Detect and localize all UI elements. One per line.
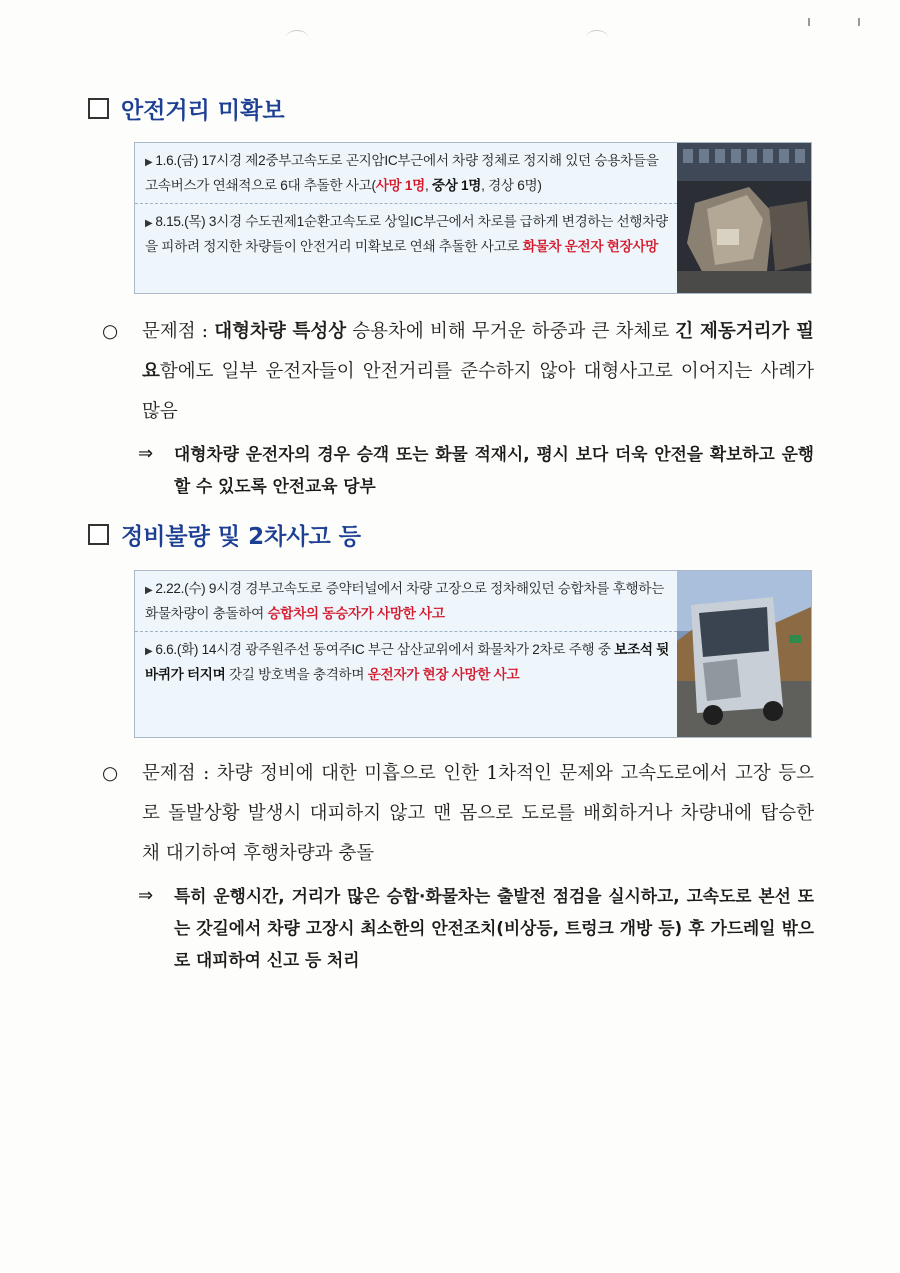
action-recommendation-1 xyxy=(138,438,814,502)
triangle-bullet-icon: ▶ xyxy=(145,157,153,168)
circle-bullet-icon: ○ xyxy=(102,763,119,784)
punch-hole-mark xyxy=(286,30,308,45)
scan-mark xyxy=(858,18,860,26)
case-text: 3시경 수도권제1순환고속도로 상일IC부근에서 차로를 급하게 변경하는 선행차량을 피하려 정지한 차량들이 안전거리 미확보로 연쇄 추돌한 사고로 xyxy=(145,214,668,254)
problem-text: 승용차에 비해 무거운 하중과 큰 차체로 xyxy=(346,321,676,342)
case-date: 6.6.(화) xyxy=(155,642,199,657)
implies-arrow-icon: ⇒ xyxy=(138,885,154,906)
problem-label: 문제점 : xyxy=(142,763,217,784)
case-separator: , xyxy=(424,178,432,193)
circle-bullet-icon: ○ xyxy=(102,321,119,342)
triangle-bullet-icon: ▶ xyxy=(145,646,153,657)
case-text: 9시경 경부고속도로 증약터널에서 차량 고장으로 정차해있던 승합차를 후행하는 화물차량이 충돌하여 xyxy=(145,581,664,621)
problem-label: 문제점 : xyxy=(142,321,215,342)
case-tail: , 경상 6명) xyxy=(481,178,542,193)
problem-body xyxy=(142,312,814,432)
checkbox-icon xyxy=(88,98,109,119)
case-item xyxy=(135,143,677,203)
case-result: 화물차 운전자 현장사망 xyxy=(522,239,659,254)
section-title-safe-distance xyxy=(88,92,285,125)
triangle-bullet-icon: ▶ xyxy=(145,585,153,596)
action-text: 대형차량 운전자의 경우 승객 또는 화물 적재시, 평시 보다 더욱 안전을 확보하고 운행할 수 있도록 안전교육 당부 xyxy=(174,444,814,496)
accident-photo-truck-crash xyxy=(677,143,811,293)
case-box-safe-distance xyxy=(134,142,812,294)
section-title-text: 안전거리 미확보 xyxy=(121,98,285,124)
case-serious-count: 중상 1명 xyxy=(431,178,482,193)
case-box-maintenance xyxy=(134,570,812,738)
case-item xyxy=(135,203,677,264)
punch-hole-mark xyxy=(586,30,608,45)
case-text: 14시경 광주원주선 동여주IC 부근 삼산교위에서 화물차가 2차로 주행 중 xyxy=(198,642,615,657)
case-result: 운전자가 현장 사망한 사고 xyxy=(367,667,520,682)
problem-body xyxy=(142,754,814,874)
case-list xyxy=(135,571,677,737)
triangle-bullet-icon: ▶ xyxy=(145,218,153,229)
case-date: 2.22.(수) xyxy=(155,581,206,596)
case-date: 1.6.(금) xyxy=(155,153,199,168)
action-text: 특히 운행시간, 거리가 많은 승합·화물차는 출발전 점검을 실시하고, 고속도로 본선 또는 갓길에서 차량 고장시 최소한의 안전조치(비상등, 트렁크 개방 등) 후 가드레일 밖으로 대피하여 신고 등 처리 xyxy=(174,886,814,970)
problem-highlight: 대형차량 특성상 xyxy=(214,321,347,342)
section-title-text: 정비불량 및 2차사고 등 xyxy=(121,524,361,550)
problem-statement-2 xyxy=(102,754,814,874)
scan-mark xyxy=(808,18,810,26)
checkbox-icon xyxy=(88,524,109,545)
case-result: 승합차의 동승자가 사망한 사고 xyxy=(267,606,445,621)
implies-arrow-icon: ⇒ xyxy=(138,443,154,464)
case-death-count: 사망 1명 xyxy=(375,178,425,193)
case-text: 갓길 방호벽을 충격하며 xyxy=(225,667,368,682)
accident-photo-van-crash xyxy=(677,571,811,737)
case-item xyxy=(135,631,677,692)
problem-highlight: 긴 제동거리가 필요 xyxy=(142,321,814,382)
case-item xyxy=(135,571,677,631)
problem-text: 차량 정비에 대한 미흡으로 인한 1차적인 문제와 고속도로에서 고장 등으로 돌발상황 발생시 대피하지 않고 맨 몸으로 도로를 배회하거나 차량내에 탑승한 채 대기하여 후행차량과 충돌 xyxy=(142,763,814,864)
case-cause: 보조석 뒷바퀴가 터지며 xyxy=(145,642,669,682)
case-date: 8.15.(목) xyxy=(155,214,206,229)
case-list xyxy=(135,143,677,293)
section-title-maintenance xyxy=(88,518,361,551)
problem-statement-1 xyxy=(102,312,814,432)
case-text: 17시경 제2중부고속도로 곤지암IC부근에서 차량 정체로 정지해 있던 승용차들을 고속버스가 연쇄적으로 6대 추돌한 사고( xyxy=(145,153,659,193)
problem-text: 함에도 일부 운전자들이 안전거리를 준수하지 않아 대형사고로 이어지는 사례가 많음 xyxy=(142,361,814,422)
action-recommendation-2 xyxy=(138,880,814,976)
